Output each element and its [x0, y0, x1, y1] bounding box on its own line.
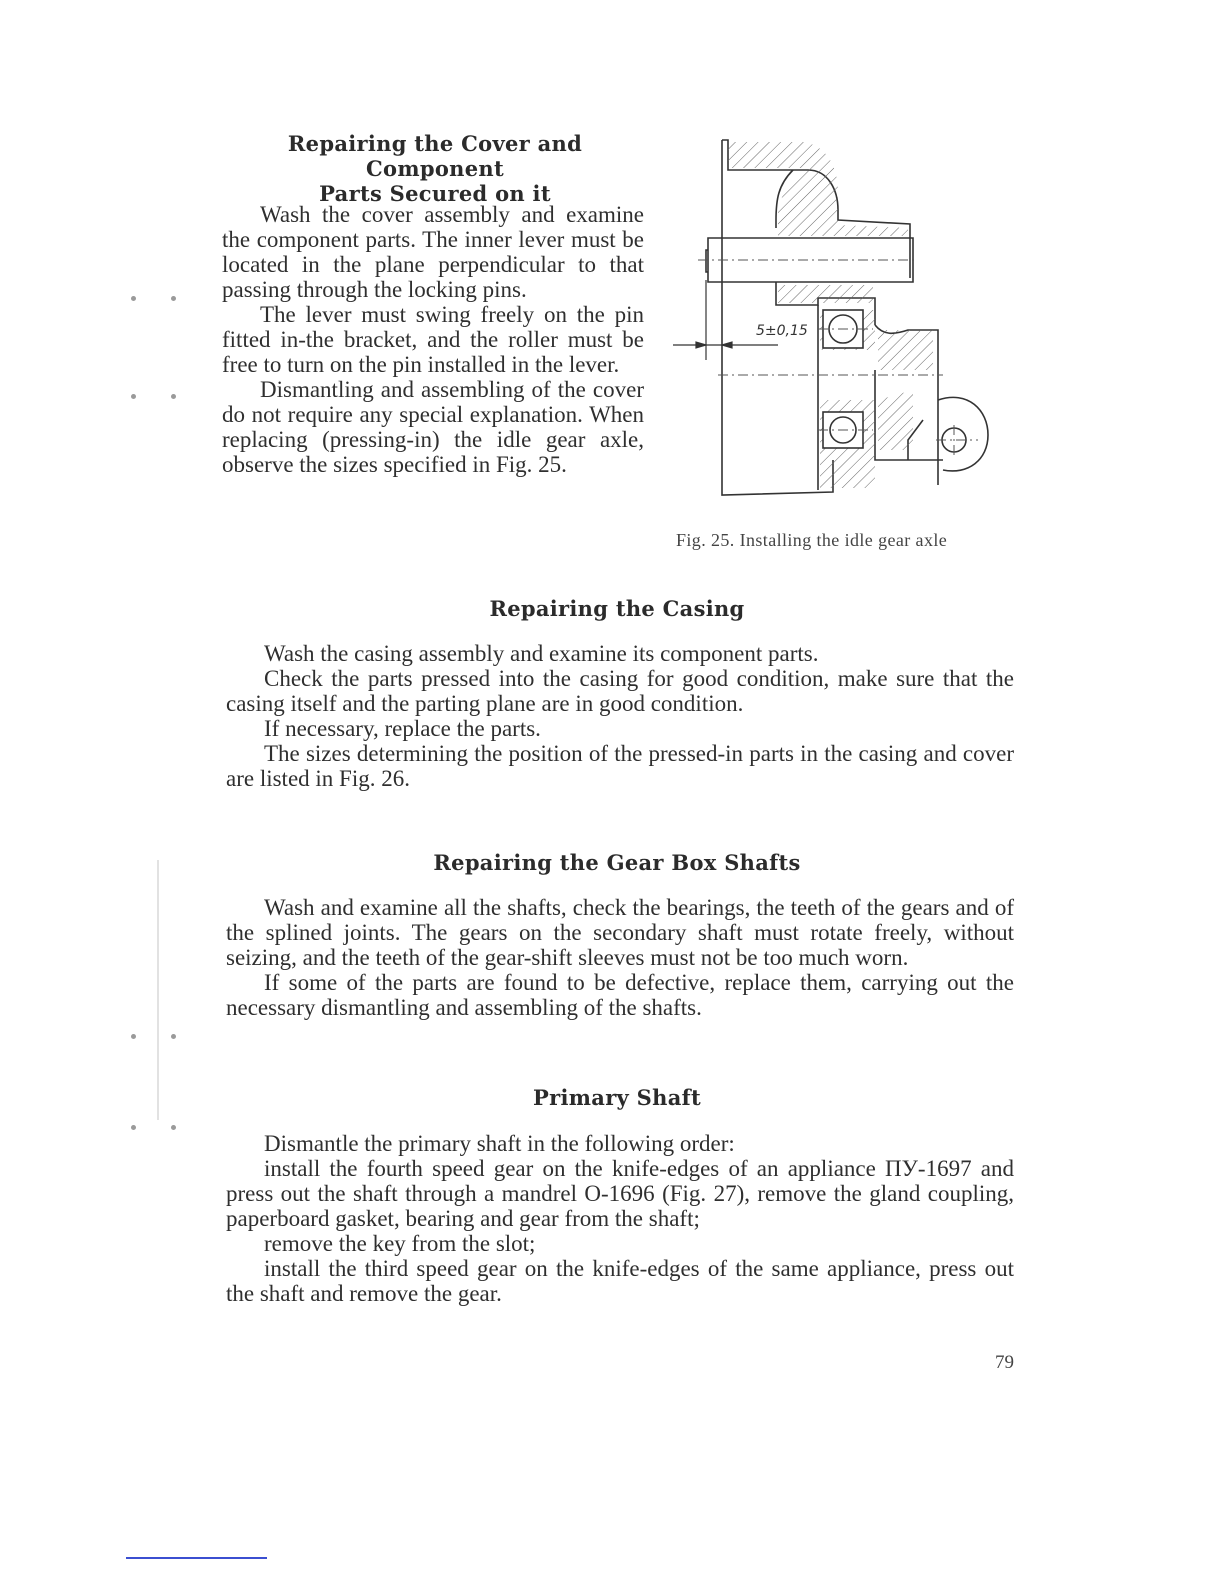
- section-body-shafts: [226, 895, 1014, 1020]
- section-title-shafts: Repairing the Gear Box Shafts: [433, 850, 801, 875]
- paragraph: If some of the parts are found to be defective, replace them, carrying out the necessary dismantling and assembling of the shafts.: [226, 970, 1014, 1020]
- section-body-cover: [222, 202, 644, 477]
- scan-speck: [171, 1034, 176, 1039]
- paragraph: remove the key from the slot;: [264, 1231, 536, 1256]
- paragraph: Wash and examine all the shafts, check the bearings, the teeth of the gears and of the splined joints. The gears on the secondary shaft must rotate freely, without seizing, and the teeth of the gear-shift sleeves must not be too much worn.: [226, 895, 1014, 970]
- paragraph: Dismantling and assembling of the cover do not require any special explanation. When replacing (pressing-in) the idle gear axle, observe the sizes specified in Fig. 25.: [222, 377, 644, 477]
- binder-shadow: [157, 860, 159, 1120]
- section-body-casing: [226, 641, 1014, 791]
- paragraph: If necessary, replace the parts.: [264, 716, 541, 741]
- paragraph: Dismantle the primary shaft in the following order:: [264, 1131, 735, 1156]
- paragraph: install the fourth speed gear on the knife-edges of an appliance ПУ-1697 and press out the shaft through a mandrel O-1696 (Fig. 27), remove the gland coupling, paperboard gasket, bearing and gear from the shaft;: [226, 1156, 1014, 1231]
- idle-gear-axle-drawing: [668, 130, 998, 510]
- paragraph: Wash the casing assembly and examine its component parts.: [264, 641, 819, 666]
- paragraph: Check the parts pressed into the casing for good condition, make sure that the casing itself and the parting plane are in good condition.: [226, 666, 1014, 716]
- figure-caption: Fig. 25. Installing the idle gear axle: [676, 530, 948, 550]
- scan-speck: [131, 296, 136, 301]
- section-title-line-2: Parts Secured on it: [319, 181, 551, 206]
- scan-speck: [171, 394, 176, 399]
- section-title-line-1: Repairing the Cover and Component: [287, 131, 583, 181]
- paragraph: The sizes determining the position of the pressed-in parts in the casing and cover are listed in Fig. 26.: [226, 741, 1014, 791]
- scan-speck: [131, 1125, 136, 1130]
- scan-speck: [171, 296, 176, 301]
- scan-speck: [131, 394, 136, 399]
- paragraph: install the third speed gear on the knife-edges of the same appliance, press out the shaft and remove the gear.: [226, 1256, 1014, 1306]
- dimension-line: [673, 280, 778, 360]
- paragraph: Wash the cover assembly and examine the component parts. The inner lever must be located in the plane perpendicular to that passing through the locking pins.: [222, 202, 644, 302]
- section-title-cover: [222, 131, 648, 206]
- footer-rule: [126, 1557, 267, 1559]
- page-number: 79: [995, 1352, 1014, 1373]
- scan-speck: [171, 1125, 176, 1130]
- dimension-label: 5±0,15: [756, 323, 808, 339]
- section-title-primary-shaft: Primary Shaft: [533, 1085, 701, 1110]
- paragraph: The lever must swing freely on the pin fitted in-the bracket, and the roller must be free to turn on the pin installed in the lever.: [222, 302, 644, 377]
- scan-speck: [131, 1034, 136, 1039]
- section-title-casing: Repairing the Casing: [489, 596, 745, 621]
- figure-25-idle-gear-axle: [668, 130, 998, 510]
- section-body-primary-shaft: [226, 1131, 1014, 1306]
